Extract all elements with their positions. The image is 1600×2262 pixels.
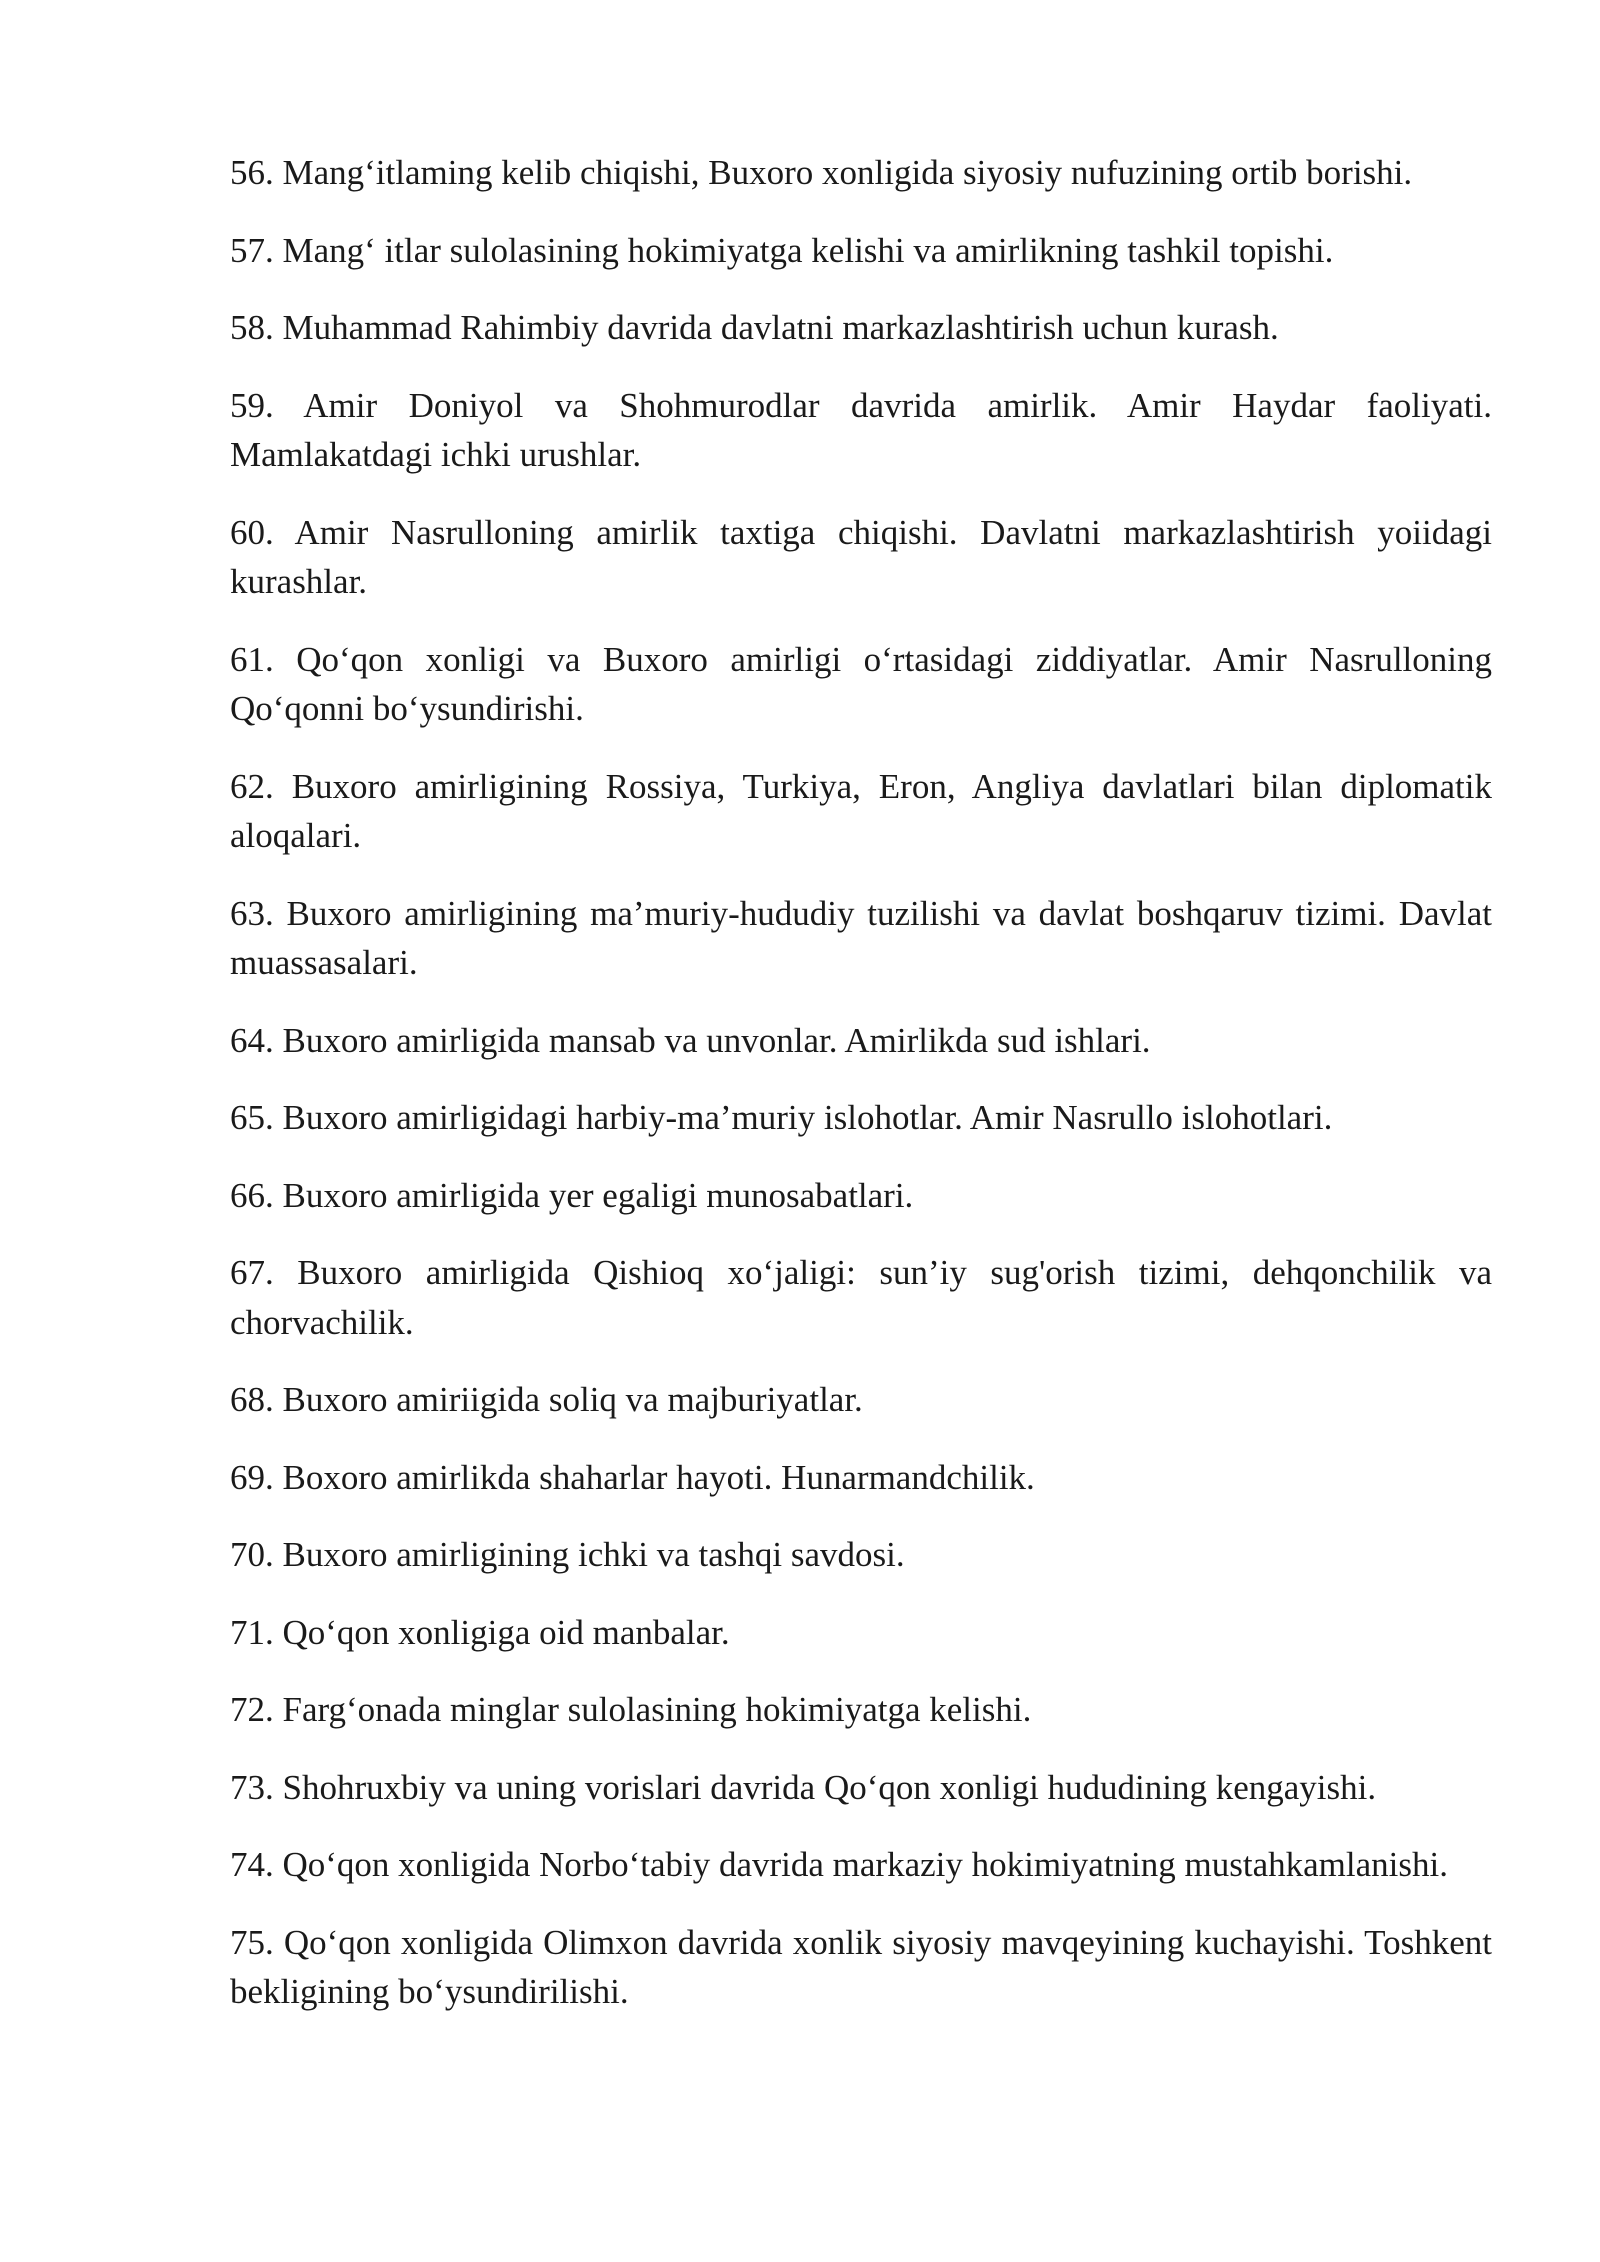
list-item: 74. Qo‘qon xonligida Norbo‘tabiy davrida markaziy hokimiyatning mustahkamlanishi.: [230, 1845, 1448, 1884]
list-item: 64. Buxoro amirligida mansab va unvonlar. Amirlikda sud ishlari.: [230, 1020, 1151, 1060]
list-item: 68. Buxoro amiriigida soliq va majburiyatlar.: [230, 1380, 863, 1419]
list-item: 69. Boxoro amirlikda shaharlar hayoti. Hunarmandchilik.: [230, 1457, 1035, 1497]
list-item: 58. Muhammad Rahimbiy davrida davlatni markazlashtirish uchun kurash.: [230, 308, 1279, 347]
list-item: 71. Qo‘qon xonligiga oid manbalar.: [230, 1612, 730, 1652]
list-item: 75. Qo‘qon xonligida Olimxon davrida xonlik siyosiy mavqeyining kuchayishi. Toshkent bekligining bo‘ysundirilishi.: [230, 1922, 1492, 2011]
list-item: 60. Amir Nasrulloning amirlik taxtiga chiqishi. Davlatni markazlashtirish yoiidagi kurashlar.: [230, 512, 1492, 601]
list-item: 56. Mang‘itlaming kelib chiqishi, Buxoro xonligida siyosiy nufuzining ortib borishi.: [230, 153, 1413, 192]
list-item: 62. Buxoro amirligining Rossiya, Turkiya, Eron, Angliya davlatlari bilan diplomatik aloqalari.: [230, 766, 1492, 855]
list-item: 73. Shohruxbiy va uning vorislari davrida Qo‘qon xonligi hududining kengayishi.: [230, 1767, 1377, 1807]
list-item: 63. Buxoro amirligining ma’muriy-hududiy tuzilishi va davlat boshqaruv tizimi. Davlat muassasalari.: [230, 893, 1492, 982]
list-item: 70. Buxoro amirligining ichki va tashqi savdosi.: [230, 1535, 905, 1574]
document-page: [230, 148, 1492, 2045]
list-item: 61. Qo‘qon xonligi va Buxoro amirligi o‘rtasidagi ziddiyatlar. Amir Nasrulloning Qo‘qonni bo‘ysundirishi.: [230, 639, 1492, 728]
list-item: 72. Farg‘onada minglar sulolasining hokimiyatga kelishi.: [230, 1690, 1032, 1729]
list-item: 57. Mang‘ itlar sulolasining hokimiyatga kelishi va amirlikning tashkil topishi.: [230, 230, 1334, 270]
list-item: 59. Amir Doniyol va Shohmurodlar davrida amirlik. Amir Haydar faoliyati. Mamlakatdagi ichki urushlar.: [230, 385, 1492, 474]
list-item: 67. Buxoro amirligida Qishioq xo‘jaligi: sun’iy sug'orish tizimi, dehqonchilik va chorvachilik.: [230, 1253, 1492, 1342]
list-item: 65. Buxoro amirligidagi harbiy-ma’muriy islohotlar. Amir Nasrullo islohotlari.: [230, 1098, 1333, 1137]
list-item: 66. Buxoro amirligida yer egaligi munosabatlari.: [230, 1175, 914, 1215]
